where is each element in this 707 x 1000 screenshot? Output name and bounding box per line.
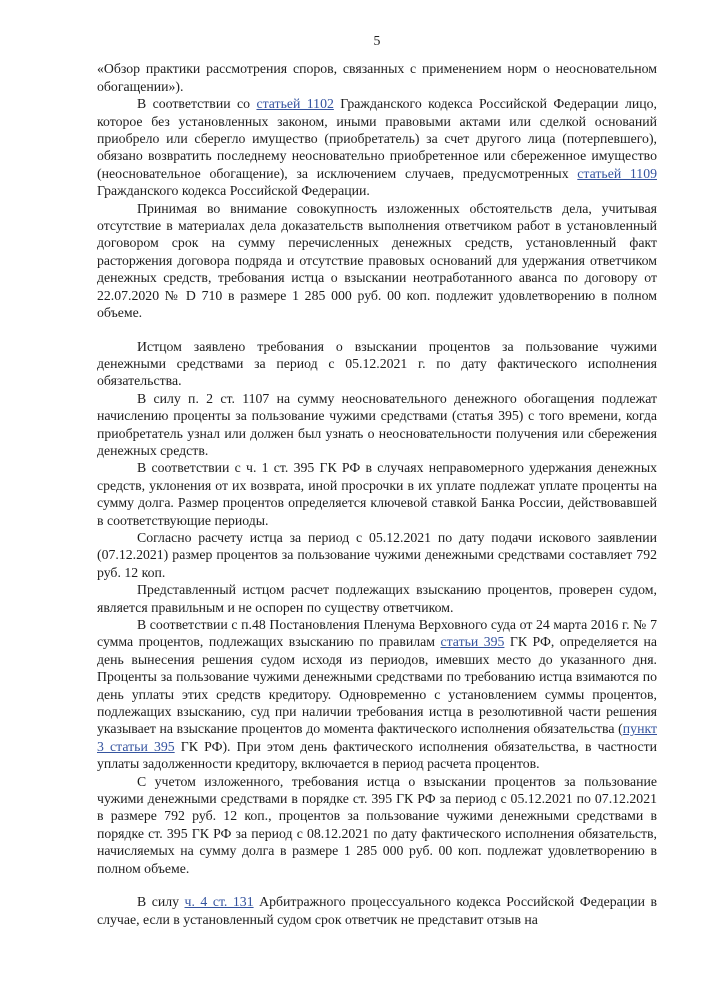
text-run: С учетом изложенного, требования истца о взыскании процентов за пользование чужими денежными средствами в порядке ст. 395 ГК РФ за период с 05.12.2021 по 07.12.2021 в размере 792 руб. 12 коп., процентов за пользование чужими денежными средствами в порядке ст. 395 ГК РФ за период с 08.12.2021 по дату фактического исполнения обязательств, начисляемых на сумму долга в размере 1 285 000 руб. 00 коп. подлежат удовлетворению в полном объеме. xyxy=(97,773,657,876)
text-run: Представленный истцом расчет подлежащих взысканию процентов, проверен судом, является правильным и не оспорен по существу ответчиком. xyxy=(97,582,657,615)
link-article-1109[interactable]: статьей 1109 xyxy=(577,165,657,181)
paragraph xyxy=(97,529,657,581)
text-run: Гражданского кодекса Российской Федерации лицо, которое без установленных законом, иными правовыми актами или сделкой оснований приобрело или сберегло имущество (приобретатель) за счет другого лица (потерпевшего), обязано возвратить последнему неосновательно приобретенное или сбереженное имущество (неосновательное обогащение), за исключением случаев, предусмотренных xyxy=(97,96,657,181)
text-run: В соответствии со xyxy=(137,96,257,112)
text-run: ГК РФ, определяется на день вынесения решения судом исходя из периодов, имевших место до указанного дня. Проценты за пользование чужими денежными средствами по требованию истца взимаются по день уплаты этих средств кредитору. Одновременно с установлением суммы процентов, подлежащих взысканию, суд при наличии требования истца в резолютивной части решения указывает на взыскание процентов до момента фактического исполнения обязательства ( xyxy=(97,634,657,737)
text-run: Принимая во внимание совокупность изложенных обстоятельств дела, учитывая отсутствие в материалах дела доказательств выполнения ответчиком работ в установленный договором срок на сумму перечисленных денежных средств, установленный факт расторжения договора подряда и отсутствие правовых оснований для удержания ответчиком денежных средств, требования истца о взыскании неотработанного аванса по договору от 22.07.2020 № D 710 в размере 1 285 000 руб. 00 коп. подлежит удовлетворению в полном объеме. xyxy=(97,200,657,321)
text-run: Согласно расчету истца за период с 05.12.2021 по дату подачи искового заявлении (07.12.2021) размер процентов за пользование чужими денежными средствами составляет 792 руб. 12 коп. xyxy=(97,529,657,580)
text-run: В соответствии с п.48 Постановления Пленума Верховного суда от 24 марта 2016 г. № 7 сумма процентов, подлежащих взысканию по правилам xyxy=(97,617,657,650)
paragraph xyxy=(97,581,657,616)
link-part-4-article-131[interactable]: ч. 4 ст. 131 xyxy=(184,894,254,910)
paragraph xyxy=(97,200,657,322)
paragraph xyxy=(97,338,657,390)
paragraph xyxy=(97,95,657,199)
text-run: Гражданского кодекса Российской Федерации. xyxy=(97,183,370,199)
paragraph xyxy=(97,616,657,773)
document-body xyxy=(97,60,657,928)
text-run: ГК РФ). При этом день фактического исполнения обязательства, в частности уплаты задолженности кредитору, включается в период расчета процентов. xyxy=(97,738,657,772)
paragraph xyxy=(97,390,657,460)
text-run: «Обзор практики рассмотрения споров, связанных с применением норм о неосновательном обогащении»). xyxy=(97,61,657,94)
link-article-1102[interactable]: статьей 1102 xyxy=(256,96,334,112)
paragraph xyxy=(97,773,657,877)
paragraph xyxy=(97,60,657,95)
page-number: 5 xyxy=(373,33,381,48)
link-point-3-article-395[interactable]: пункт 3 статьи 395 xyxy=(97,721,657,754)
paragraph xyxy=(97,459,657,529)
text-run: В соответствии с ч. 1 ст. 395 ГК РФ в случаях неправомерного удержания денежных средств, уклонения от их возврата, иной просрочки в их уплате подлежат уплате проценты на сумму долга. Размер процентов определяется ключевой ставкой Банка России, действовавшей в соответствующие периоды. xyxy=(97,460,657,528)
text-run: В силу xyxy=(137,894,185,910)
text-run: В силу п. 2 ст. 1107 на сумму неосновательного денежного обогащения подлежат начислению проценты за пользование чужими средствами (статья 395) с того времени, когда приобретатель узнал или должен был узнать о неосновательности получения или сбережения денежных средств. xyxy=(97,390,657,458)
paragraph xyxy=(97,893,657,928)
link-article-395[interactable]: статьи 395 xyxy=(440,634,505,650)
text-run: Арбитражного процессуального кодекса Российской Федерации в случае, если в установленный судом срок ответчик не представит отзыв на xyxy=(97,894,657,927)
text-run: Истцом заявлено требования о взыскании процентов за пользование чужими денежными средствами за период с 05.12.2021 г. по дату фактического исполнения обязательства. xyxy=(97,338,657,389)
